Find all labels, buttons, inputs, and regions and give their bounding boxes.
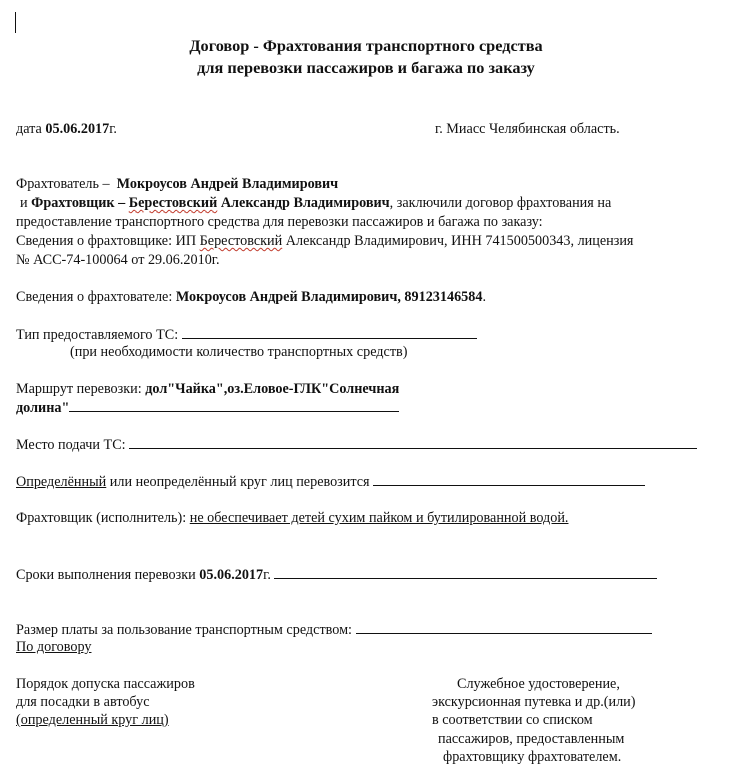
pickup-line	[16, 436, 697, 454]
date-label: дата	[16, 121, 42, 137]
route-value-1: дол"Чайка",оз.Еловое-ГЛК"Солнечная	[145, 381, 400, 397]
contract-text-line-2: предоставление транспортного средства для перевозки пассажиров и багажа по заказу:	[16, 214, 543, 230]
admission-right-5: фрахтовщику фрахтователем.	[443, 749, 622, 765]
admission-right-2: экскурсионная путевка и др.(или)	[432, 694, 636, 710]
carrier-label: Фрахтовщик –	[31, 195, 126, 211]
carrier-rest: Александр Владимирович	[220, 195, 390, 211]
carrier-exec-value: не обеспечивает детей сухим пайком и бутилированной водой.	[189, 510, 569, 526]
payment-value: По договору	[16, 639, 92, 655]
date-suffix: г.	[109, 121, 117, 137]
document-title-line-1: Договор - Фрахтования транспортного средства	[189, 36, 543, 55]
vehicle-type-blank	[182, 326, 477, 339]
charterer-info-value: Мокроусов Андрей Владимирович, 89123146584	[175, 289, 483, 305]
charterer-name: Мокроусов Андрей Владимирович	[116, 176, 339, 192]
circle-defined: Определённый	[16, 474, 107, 490]
charterer-line	[16, 176, 338, 193]
circle-blank	[373, 473, 645, 486]
vehicle-type-line	[16, 326, 477, 344]
route-line-2	[16, 399, 399, 417]
route-value-2: долина"	[16, 400, 70, 416]
terms-line	[16, 566, 657, 584]
payment-label: Размер платы за пользование транспортным средством:	[16, 622, 352, 638]
pickup-blank	[129, 436, 697, 449]
carrier-info-rest: Александр Владимирович, ИНН 741500500343, лицензия	[285, 233, 634, 249]
admission-right-4: пассажиров, предоставленным	[438, 731, 625, 747]
vehicle-type-label: Тип предоставляемого ТС:	[16, 327, 179, 343]
carrier-line	[20, 195, 611, 212]
charterer-info-label: Сведения о фрахтователе:	[16, 289, 173, 305]
terms-blank	[274, 566, 657, 579]
vehicle-note: (при необходимости количество транспортных средств)	[70, 344, 408, 360]
carrier-exec-line	[16, 510, 568, 527]
admission-right-3: в соответствии со списком	[432, 712, 593, 728]
text-cursor	[15, 12, 16, 33]
carrier-info-line	[16, 233, 633, 250]
terms-suffix: г.	[263, 567, 271, 583]
date-line	[16, 121, 117, 138]
license-line: № АСС-74-100064 от 29.06.2010г.	[16, 252, 220, 268]
admission-line-3: (определенный круг лиц)	[16, 712, 169, 728]
carrier-info-surname: Берестовский	[199, 233, 283, 249]
route-label: Маршрут перевозки:	[16, 381, 142, 397]
carrier-surname: Берестовский	[128, 195, 218, 211]
circle-line	[16, 473, 645, 491]
payment-blank	[356, 621, 652, 634]
admission-right-1: Служебное удостоверение,	[457, 676, 620, 692]
carrier-exec-label: Фрахтовщик (исполнитель):	[16, 510, 187, 526]
route-line-1	[16, 381, 399, 398]
charterer-info-line	[16, 289, 486, 306]
terms-label: Сроки выполнения перевозки	[16, 567, 196, 583]
pickup-label: Место подачи ТС:	[16, 437, 126, 453]
contract-text: , заключили договор фрахтования на	[389, 195, 612, 211]
date-value: 05.06.2017	[45, 121, 110, 137]
terms-date: 05.06.2017	[199, 567, 264, 583]
admission-line-2: для посадки в автобус	[16, 694, 150, 710]
document-title-line-2: для перевозки пассажиров и багажа по заказу	[197, 58, 535, 77]
charterer-label: Фрахтователь –	[16, 176, 110, 192]
admission-line-1: Порядок допуска пассажиров	[16, 676, 195, 692]
payment-line	[16, 621, 652, 639]
route-blank	[69, 399, 399, 412]
carrier-info-prefix: Сведения о фрахтовщике: ИП	[16, 233, 197, 249]
and-word: и	[20, 195, 28, 211]
city: г. Миасс Челябинская область.	[435, 121, 620, 137]
charterer-info-dot: .	[482, 289, 487, 305]
circle-rest: или неопределённый круг лиц перевозится	[109, 474, 370, 490]
